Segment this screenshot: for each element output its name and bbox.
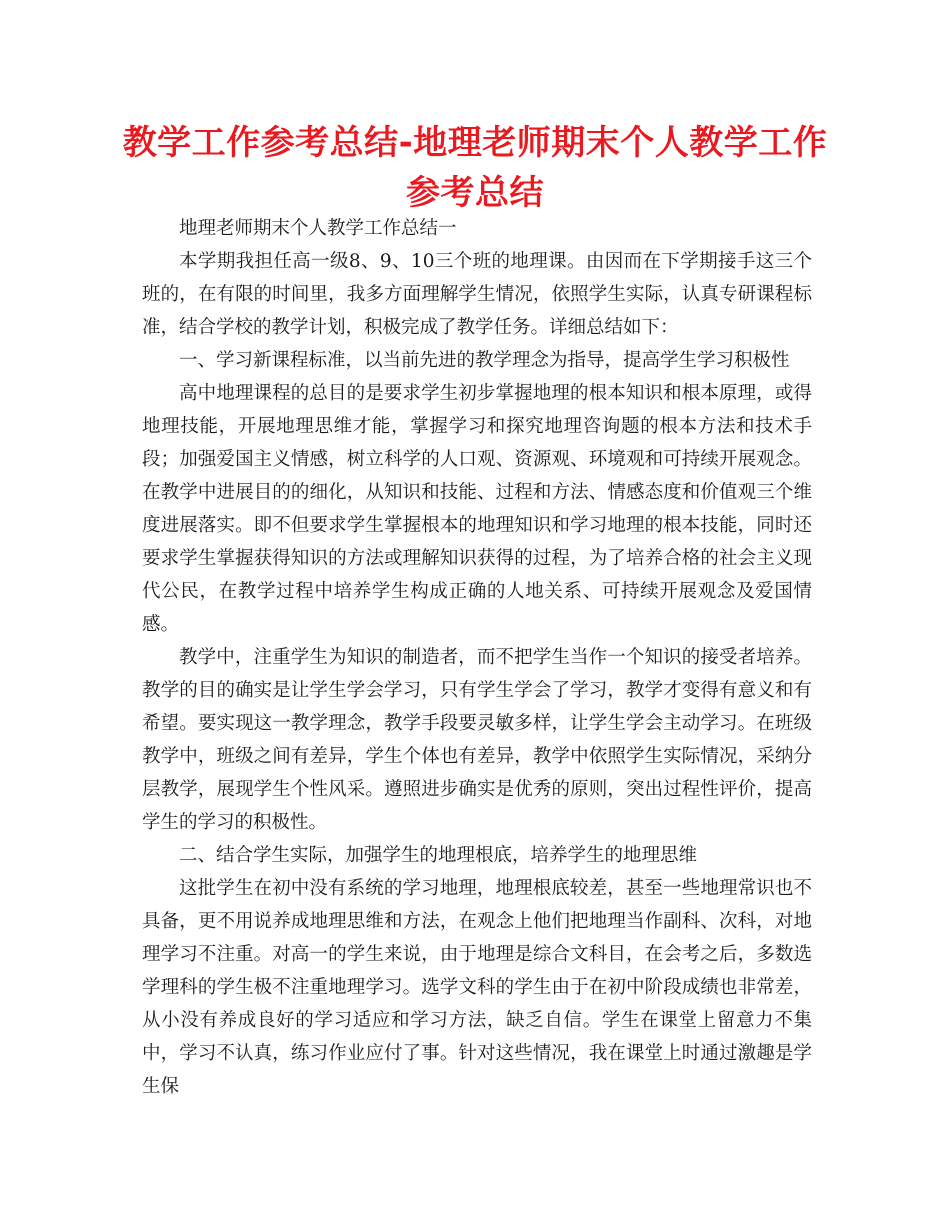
section-heading: 二、结合学生实际，加强学生的地理根底，培养学生的地理思维 [179, 845, 698, 866]
section-heading: 一、学习新课程标准，以当前先进的教学理念为指导，提高学生学习积极性 [179, 350, 790, 371]
document-title: 教学工作参考总结-地理老师期末个人教学工作参考总结 [122, 123, 828, 213]
body-paragraph: 高中地理课程的总目的是要求学生初步掌握地理的根本知识和根本原理，或得地理技能，开展地理思维才能，掌握学习和探究地理咨询题的根本方法和技术手段；加强爱国主义情感，树立科学的人口观、资源观、环境观和可持续开展观念。在教学中进展目的的细化，从知识和技能、过程和方法、情感态度和价值观三个维度进展落实。即不但要求学生掌握根本的地理知识和学习地理的根本技能，同时还要求学生掌握获得知识的方法或理解知识获得的过程，为了培养合格的社会主义现代公民，在教学过程中培养学生构成正确的人地关系、可持续开展观念及爱国情感。 [142, 383, 812, 635]
document-body [142, 212, 812, 1103]
body-paragraph: 本学期我担任高一级8、9、10三个班的地理课。由因而在下学期接手这三个班的，在有限的时间里，我多方面理解学生情况，依照学生实际，认真专研课程标准，结合学校的教学计划，积极完成了教学任务。详细总结如下： [142, 251, 812, 338]
body-paragraph: 这批学生在初中没有系统的学习地理，地理根底较差，甚至一些地理常识也不具备，更不用说养成地理思维和方法，在观念上他们把地理当作副科、次科，对地理学习不注重。对高一的学生来说，由于地理是综合文科目，在会考之后，多数选学理科的学生极不注重地理学习。选学文科的学生由于在初中阶段成绩也非常差，从小没有养成良好的学习适应和学习方法，缺乏自信。学生在课堂上留意力不集中，学习不认真，练习作业应付了事。针对这些情况，我在课堂上时通过激趣是学生保 [142, 878, 812, 1097]
section-heading: 地理老师期末个人教学工作总结一 [179, 218, 457, 239]
body-paragraph: 教学中，注重学生为知识的制造者，而不把学生当作一个知识的接受者培养。教学的目的确实是让学生学会学习，只有学生学会了学习，教学才变得有意义和有希望。要实现这一教学理念，教学手段要灵敏多样，让学生学会主动学习。在班级教学中，班级之间有差异，学生个体也有差异，教学中依照学生实际情况，采纳分层教学，展现学生个性风采。遵照进步确实是优秀的原则，突出过程性评价，提高学生的学习的积极性。 [142, 647, 812, 833]
